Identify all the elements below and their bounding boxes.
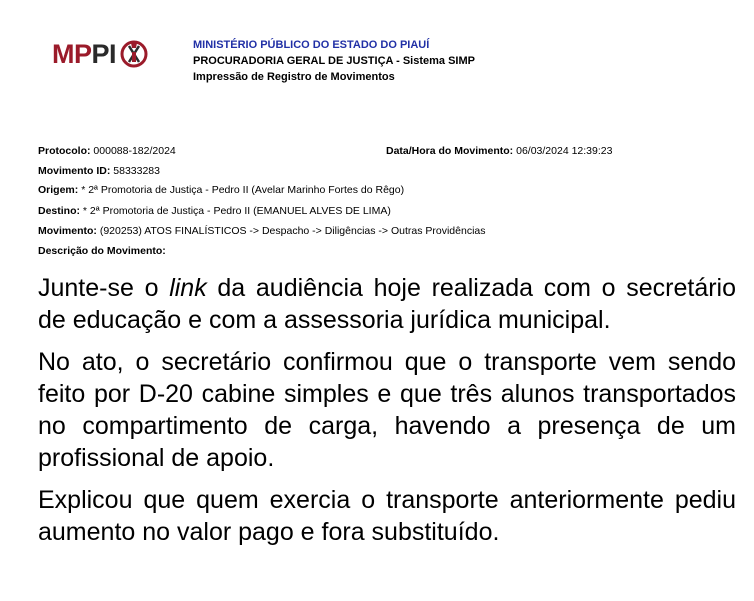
datahora-value: 06/03/2024 12:39:23 [516, 145, 613, 157]
movimento-label: Movimento: [38, 225, 97, 237]
report-title: Impressão de Registro de Movimentos [193, 71, 395, 83]
datahora-row [386, 145, 612, 157]
destino-row [38, 205, 391, 217]
origem-label: Origem: [38, 184, 79, 196]
logo-mp: MP [52, 38, 92, 69]
movimento-value: (920253) ATOS FINALÍSTICOS -> Despacho -> Diligências -> Outras Providências [99, 225, 486, 237]
origem-value: * 2ª Promotoria de Justiça - Pedro II (Avelar Marinho Fortes do Rêgo) [81, 184, 405, 196]
description-paragraph-3: Explicou que quem exercia o transporte anteriormente pediu aumento no valor pago e fora substituído. [38, 486, 736, 546]
logo-pi: PI [91, 38, 117, 69]
mppi-logo [52, 34, 148, 74]
movement-description [38, 272, 736, 558]
system-title: PROCURADORIA GERAL DE JUSTIÇA - Sistema SIMP [193, 55, 475, 67]
protocolo-value: 000088-182/2024 [93, 145, 176, 157]
descricao-label: Descrição do Movimento: [38, 245, 166, 257]
mppi-emblem-icon [120, 39, 148, 69]
origem-row [38, 184, 404, 196]
datahora-label: Data/Hora do Movimento: [386, 145, 514, 157]
descricao-label-row [38, 245, 166, 257]
description-paragraph-1 [38, 272, 736, 336]
destino-value: * 2ª Promotoria de Justiça - Pedro II (EMANUEL ALVES DE LIMA) [82, 205, 391, 217]
org-title: MINISTÉRIO PÚBLICO DO ESTADO DO PIAUÍ [193, 39, 430, 51]
protocolo-label: Protocolo: [38, 145, 91, 157]
protocolo-row [38, 145, 176, 157]
movimento-id-value: 58333283 [113, 165, 160, 177]
link-word: link [169, 274, 207, 302]
movimento-id-row [38, 165, 160, 177]
description-paragraph-2: No ato, o secretário confirmou que o transporte vem sendo feito por D-20 cabine simples e que três alunos transportados no compartimento de carga, havendo a presença de um profissional de apoio. [38, 348, 736, 472]
document-header [193, 37, 475, 85]
destino-label: Destino: [38, 205, 80, 217]
movimento-row [38, 225, 486, 237]
logo-wordmark [52, 38, 117, 69]
movimento-id-label: Movimento ID: [38, 165, 111, 177]
p1-after: da audiência hoje realizada com o secretário de educação e com a assessoria jurídica municipal. [38, 274, 737, 334]
p1-before: Junte-se o [38, 274, 170, 302]
